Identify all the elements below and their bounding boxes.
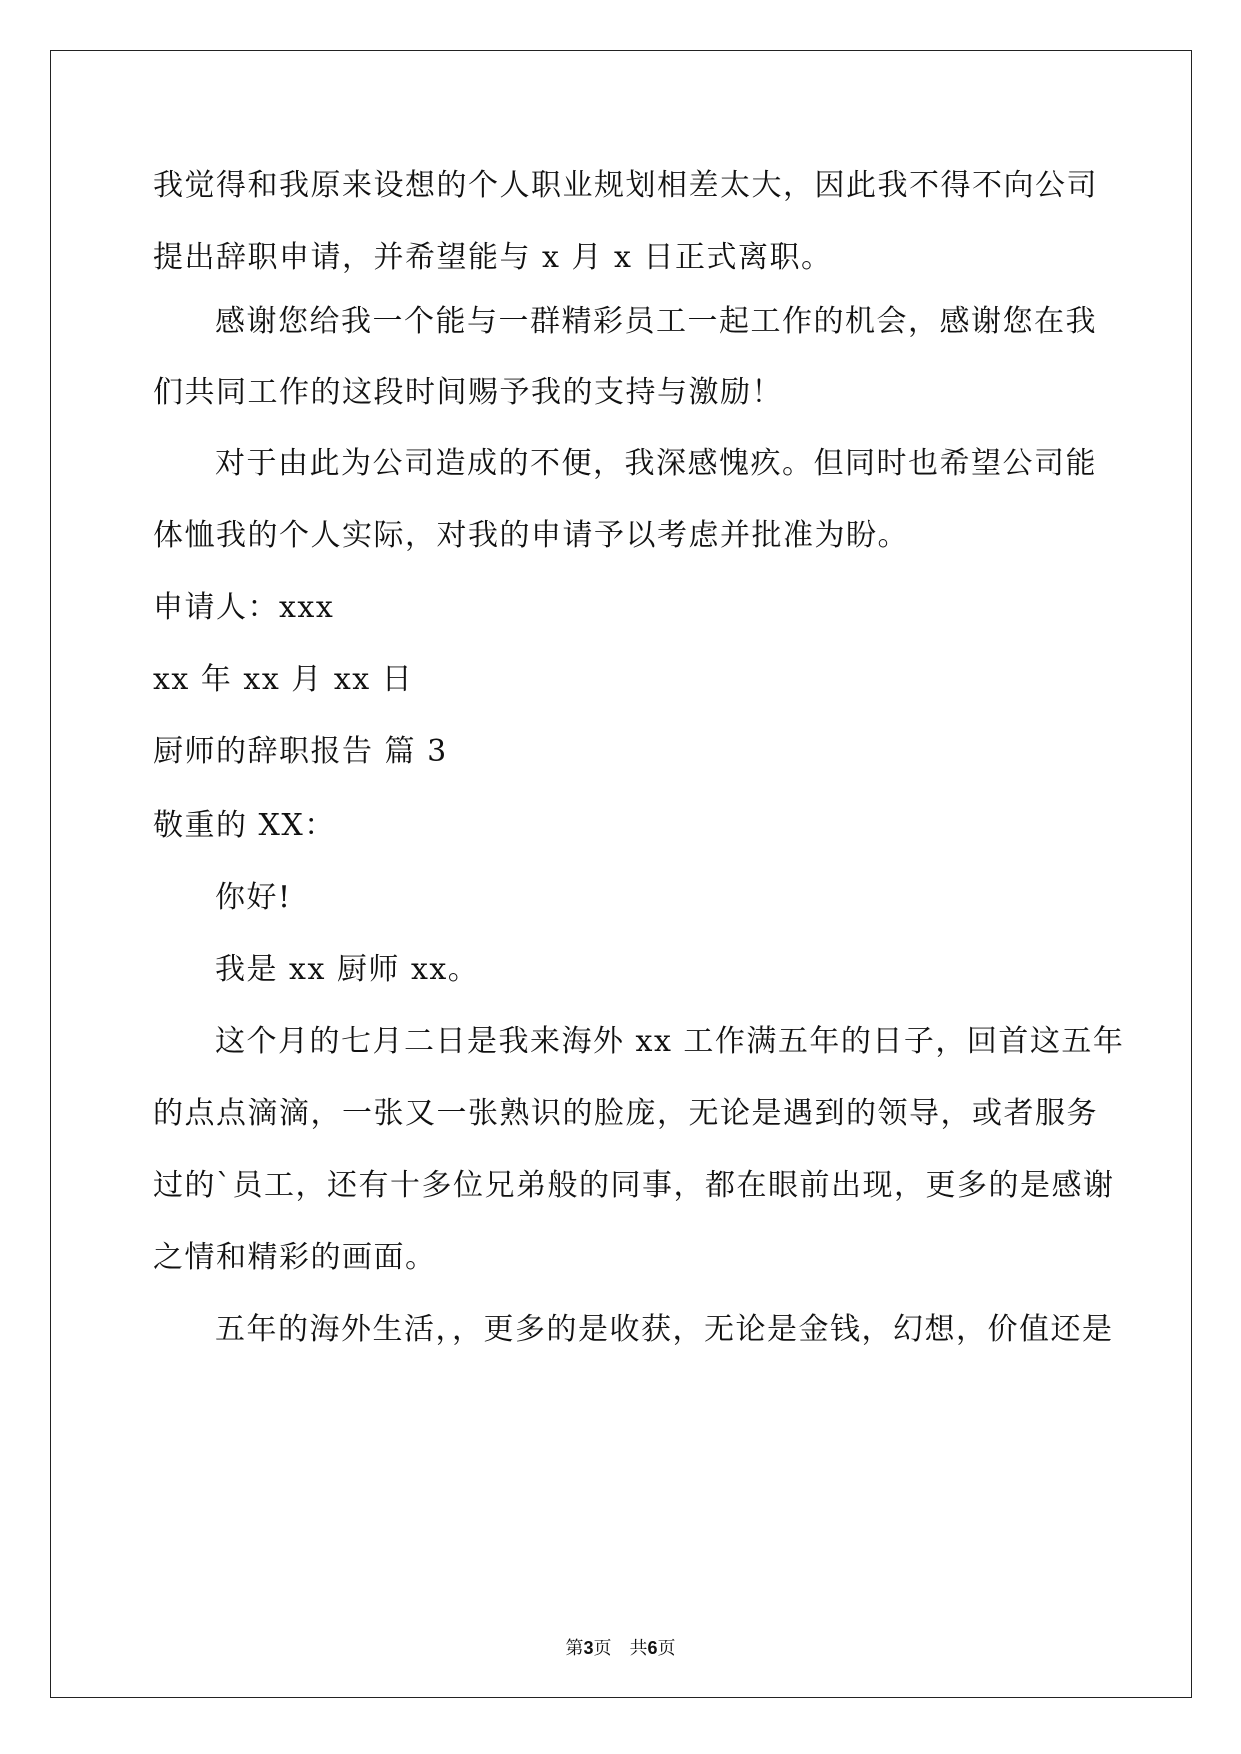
total-suffix: 页: [657, 1638, 676, 1659]
applicant-line: 申请人：xxx: [153, 590, 335, 625]
text-line: 之情和精彩的画面。: [153, 1240, 437, 1275]
text-line: 的点点滴滴，一张又一张熟识的脸庞，无论是遇到的领导，或者服务: [153, 1096, 1098, 1131]
total-prefix: 共: [629, 1638, 648, 1659]
greeting: 你好!: [215, 880, 292, 915]
total-page-count: 6: [647, 1638, 658, 1658]
page-footer: [0, 1636, 1241, 1661]
text-line: 提出辞职申请，并希望能与 x 月 x 日正式离职。: [153, 240, 833, 275]
salutation: 敬重的 XX：: [153, 808, 336, 843]
text-line: 五年的海外生活，，更多的是收获，无论是金钱，幻想，价值还是: [215, 1312, 1114, 1347]
text-line: 过的`员工，还有十多位兄弟般的同事，都在眼前出现，更多的是感谢: [153, 1168, 1115, 1203]
page-border: [50, 50, 1192, 1698]
section-heading: 厨师的辞职报告 篇 3: [153, 734, 448, 769]
text-line: 我觉得和我原来设想的个人职业规划相差太大，因此我不得不向公司: [153, 168, 1098, 203]
text-line: 体恤我的个人实际，对我的申请予以考虑并批准为盼。: [153, 518, 909, 553]
text-line: 们共同工作的这段时间赐予我的支持与激励！: [153, 375, 783, 410]
text-line: 这个月的七月二日是我来海外 xx 工作满五年的日子，回首这五年: [215, 1024, 1125, 1059]
text-line: 对于由此为公司造成的不便，我深感愧疚。但同时也希望公司能: [215, 446, 1097, 481]
current-page-number: 3: [583, 1638, 594, 1658]
text-line: 感谢您给我一个能与一群精彩员工一起工作的机会，感谢您在我: [215, 304, 1097, 339]
page-suffix: 页: [593, 1638, 612, 1659]
text-line: 我是 xx 厨师 xx。: [215, 952, 480, 987]
page-prefix: 第: [565, 1638, 584, 1659]
date-line: xx 年 xx 月 xx 日: [153, 662, 414, 697]
